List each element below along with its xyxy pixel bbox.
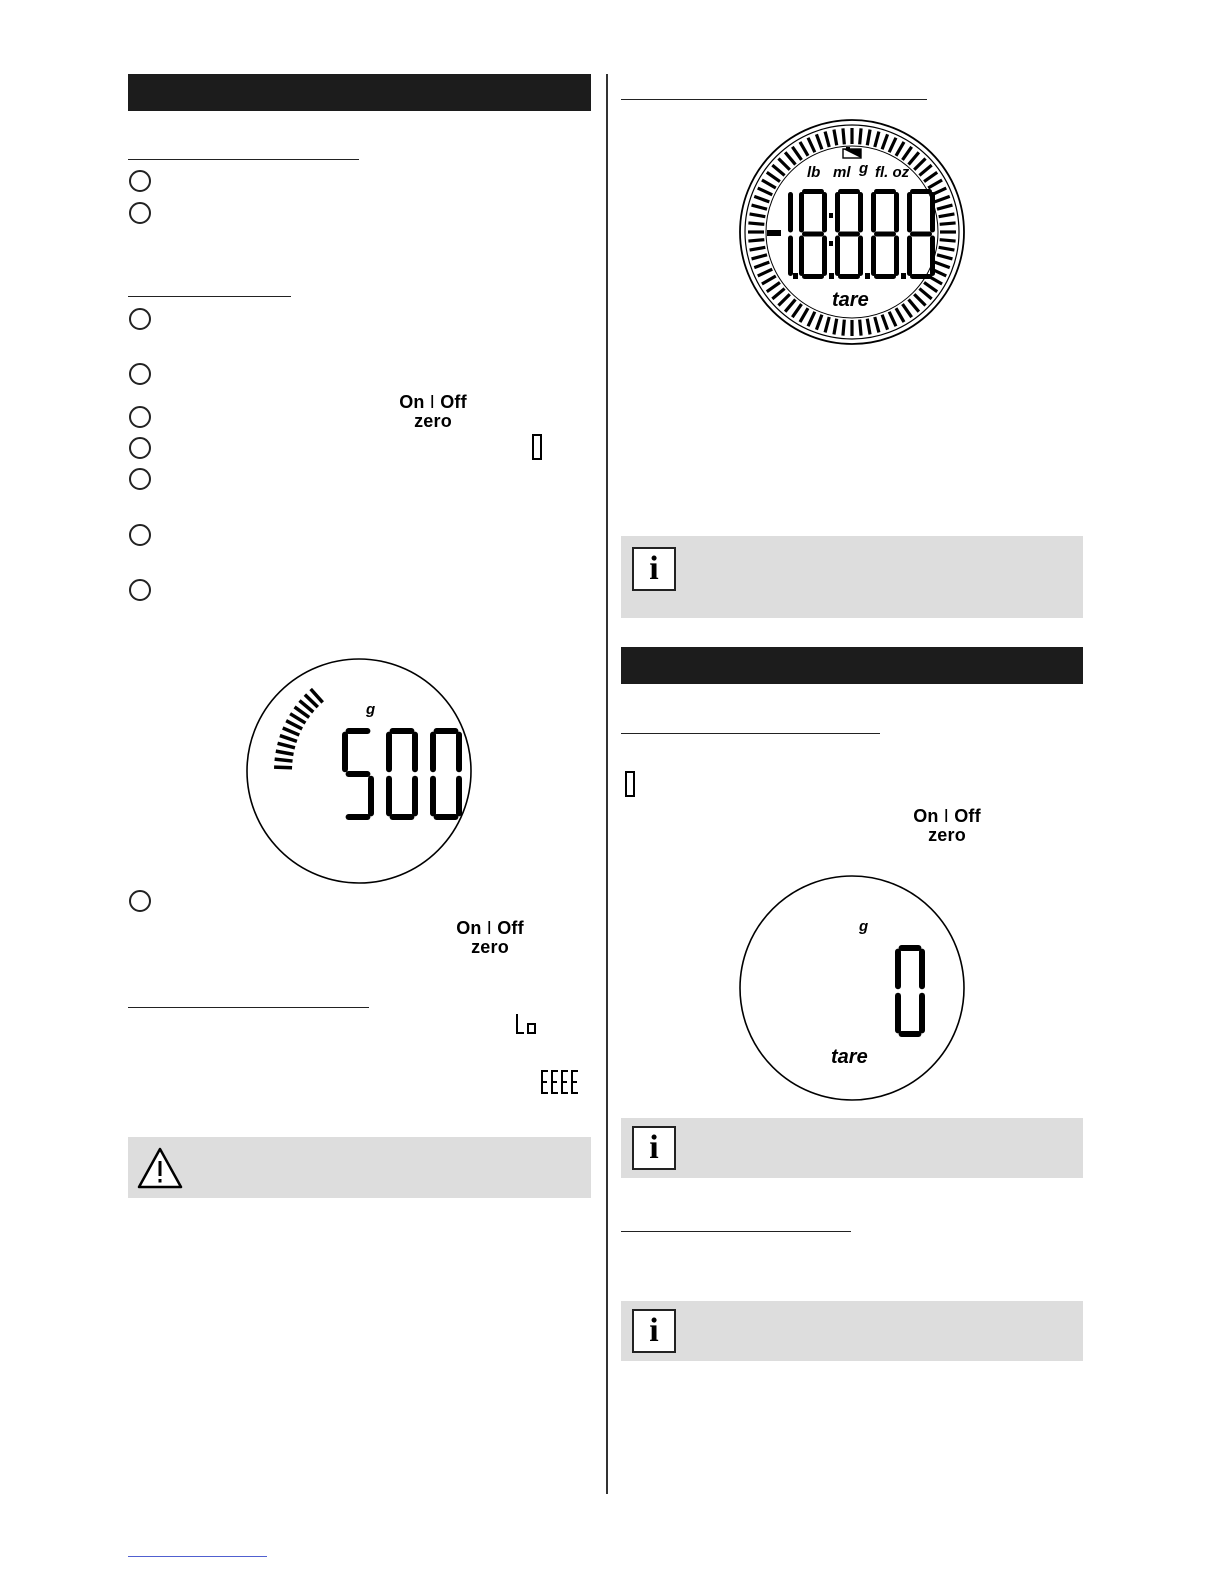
lcd-segment	[895, 949, 901, 990]
lcd-segment	[838, 189, 860, 194]
subheading-underline-2	[128, 296, 291, 297]
zero-label: zero	[928, 825, 966, 845]
on-off-zero-button-label-2	[445, 919, 535, 957]
lcd-segment	[919, 993, 925, 1034]
lcd-segment	[434, 814, 459, 820]
warning-icon	[136, 1146, 184, 1190]
lcd-segment	[802, 274, 824, 279]
ring-segment	[860, 320, 861, 336]
on-off-zero-button-label-1	[388, 393, 478, 431]
unit-lb: lb	[807, 164, 821, 181]
section-header-bar-right	[621, 647, 1083, 684]
warning-box	[128, 1137, 591, 1198]
lcd-decimal-point	[901, 273, 906, 279]
lcd-decimal-point	[829, 273, 834, 279]
step-marker-7	[129, 468, 151, 490]
section-header-bar-left	[128, 74, 591, 111]
lcd-segment	[835, 192, 840, 233]
lcd-segment	[838, 274, 860, 279]
fill-level-segment	[275, 759, 293, 761]
lcd-segment	[910, 232, 932, 237]
lcd-segment	[346, 771, 371, 777]
lcd-segment	[346, 814, 371, 820]
info-icon: i	[632, 547, 676, 591]
ring-segment	[940, 240, 956, 241]
display-weighing-unit: g	[366, 701, 376, 718]
lcd-segment	[838, 232, 860, 237]
display-tare-label: tare	[831, 1046, 868, 1068]
info-box-3	[621, 1301, 1083, 1361]
subheading-underline-4	[621, 99, 927, 100]
display-tare-zero	[737, 873, 967, 1103]
lcd-segment	[390, 814, 415, 820]
display-overview-all-segments	[737, 117, 967, 347]
lcd-colon-dot	[829, 241, 833, 246]
info-box-2	[621, 1118, 1083, 1178]
lcd-colon-dot	[829, 213, 833, 218]
separator-label: I	[486, 918, 492, 938]
step-marker-9	[129, 579, 151, 601]
unit-fl-oz: fl. oz	[875, 164, 910, 181]
info-icon: i	[632, 1126, 676, 1170]
lcd-segment	[799, 236, 804, 277]
step-marker-2	[129, 202, 151, 224]
lcd-segment	[788, 192, 793, 233]
lcd-segment	[871, 192, 876, 233]
fill-level-segment	[274, 767, 292, 768]
lcd-zero-glyph-inline-2	[623, 769, 637, 799]
ring-segment	[940, 223, 956, 224]
column-divider	[606, 74, 608, 1494]
lcd-segment	[899, 1031, 922, 1037]
zero-label: zero	[471, 937, 509, 957]
lcd-segment	[871, 236, 876, 277]
lcd-segment	[412, 776, 418, 817]
ring-segment	[748, 240, 764, 241]
lcd-segment	[858, 236, 863, 277]
step-marker-5	[129, 406, 151, 428]
lcd-segment	[822, 236, 827, 277]
lcd-segment	[919, 949, 925, 990]
lcd-segment	[858, 192, 863, 233]
step-marker-3	[129, 308, 151, 330]
lcd-segment	[386, 732, 392, 773]
ring-segment	[860, 128, 861, 144]
lcd-segment	[412, 732, 418, 773]
off-label: Off	[497, 918, 524, 938]
lcd-segment	[788, 236, 793, 277]
lcd-segment	[390, 728, 415, 734]
step-marker-4	[129, 363, 151, 385]
lcd-segment	[456, 732, 462, 773]
lcd-segment	[802, 232, 824, 237]
lcd-segment	[874, 189, 896, 194]
lcd-segment	[386, 776, 392, 817]
lcd-segment	[430, 776, 436, 817]
subheading-underline-5	[621, 733, 880, 734]
footer-link-underline	[128, 1556, 267, 1557]
on-label: On	[456, 918, 482, 938]
separator-label: I	[429, 392, 435, 412]
step-marker-6	[129, 437, 151, 459]
lcd-segment	[899, 945, 922, 951]
info-icon: i	[632, 1309, 676, 1353]
off-label: Off	[440, 392, 467, 412]
lcd-segment	[910, 274, 932, 279]
on-off-zero-button-label-3	[902, 807, 992, 845]
lcd-segment	[930, 236, 935, 277]
subheading-underline-3	[128, 1007, 369, 1008]
lcd-decimal-point	[865, 273, 870, 279]
lcd-segment	[874, 232, 896, 237]
lcd-segment	[456, 776, 462, 817]
lcd-segment	[822, 192, 827, 233]
unit-g: g	[859, 160, 869, 177]
off-label: Off	[954, 806, 981, 826]
lcd-decimal-point	[793, 273, 798, 279]
ring-segment	[843, 128, 844, 144]
lcd-segment	[342, 732, 348, 773]
lcd-segment	[368, 776, 374, 817]
lcd-segment	[894, 236, 899, 277]
on-label: On	[913, 806, 939, 826]
lcd-segment	[930, 192, 935, 233]
lcd-segment	[907, 236, 912, 277]
lcd-lo-glyph	[514, 1012, 538, 1036]
lcd-segment	[895, 993, 901, 1034]
display-weighing-500g	[244, 656, 474, 886]
lcd-segment	[346, 728, 371, 734]
lcd-segment	[802, 189, 824, 194]
lcd-segment	[894, 192, 899, 233]
display-tare-unit: g	[859, 918, 869, 935]
info-box-1	[621, 536, 1083, 618]
unit-ml: ml	[833, 164, 851, 181]
display-overview-tare-label: tare	[832, 289, 869, 311]
subheading-underline-6	[621, 1231, 851, 1232]
lcd-segment	[430, 732, 436, 773]
lcd-segment	[434, 728, 459, 734]
lcd-segment	[874, 274, 896, 279]
lcd-segment	[910, 189, 932, 194]
on-label: On	[399, 392, 425, 412]
lcd-segment	[799, 192, 804, 233]
separator-label: I	[943, 806, 949, 826]
lcd-segment	[835, 236, 840, 277]
step-marker-10	[129, 890, 151, 912]
lcd-eeee-glyph	[540, 1068, 580, 1096]
lcd-minus-segment	[767, 230, 781, 236]
step-marker-1	[129, 170, 151, 192]
subheading-underline-1	[128, 159, 359, 160]
lcd-zero-glyph-inline-1	[530, 432, 544, 462]
ring-segment	[843, 320, 844, 336]
zero-label: zero	[414, 411, 452, 431]
lcd-segment	[907, 192, 912, 233]
step-marker-8	[129, 524, 151, 546]
ring-segment	[748, 223, 764, 224]
